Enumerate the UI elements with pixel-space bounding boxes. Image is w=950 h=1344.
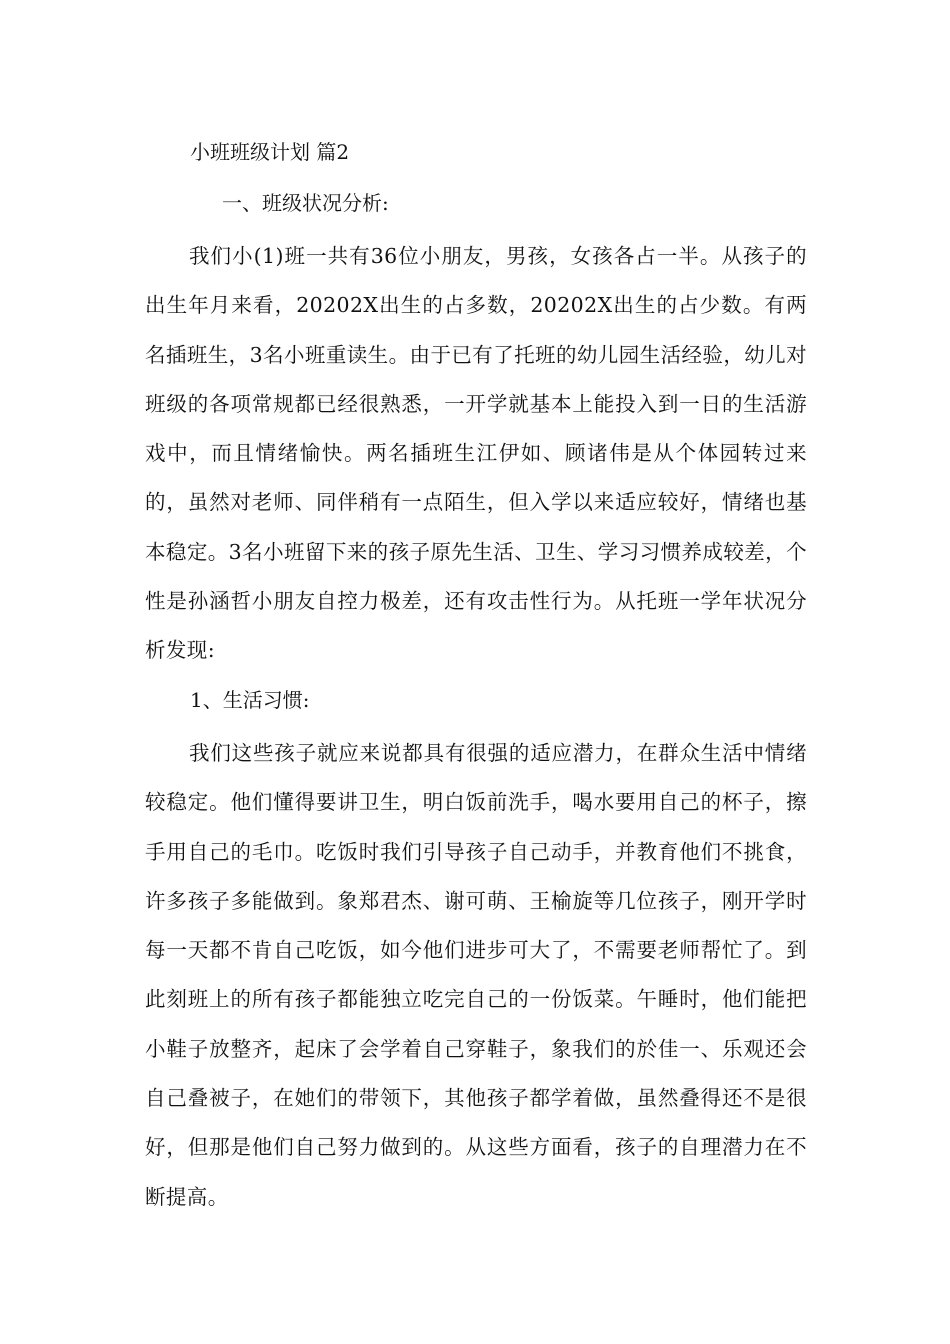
paragraph-living-habits: 我们这些孩子就应来说都具有很强的适应潜力，在群众生活中情绪较稳定。他们懂得要讲卫生，明白饭前洗手，喝水要用自己的杯子，擦手用自己的毛巾。吃饭时我们引导孩子自己动手，并教育他们不挑食，许多孩子多能做到。象郑君杰、谢可萌、王榆旋等几位孩子，刚开学时每一天都不肯自己吃饭，如今他们进步可大了，不需要老师帮忙了。到此刻班上的所有孩子都能独立吃完自己的一份饭菜。午睡时，他们能把小鞋子放整齐，起床了会学着自己穿鞋子，象我们的於佳一、乐观还会自己叠被子，在她们的带领下，其他孩子都学着做，虽然叠得还不是很好，但那是他们自己努力做到的。从这些方面看，孩子的自理潜力在不断提高。 xyxy=(145,741,807,1209)
paragraph-class-overview: 我们小(1)班一共有36位小朋友，男孩，女孩各占一半。从孩子的出生年月来看，20202X出生的占多数，20202X出生的占少数。有两名插班生，3名小班重读生。由于已有了托班的幼儿园生活经验，幼儿对班级的各项常规都已经很熟悉，一开学就基本上能投入到一日的生活游戏中，而且情绪愉快。两名插班生江伊如、顾诸伟是从个体园转过来的，虽然对老师、同伴稍有一点陌生，但入学以来适应较好，情绪也基本稳定。3名小班留下来的孩子原先生活、卫生、学习习惯养成较差，个性是孙涵哲小朋友自控力极差，还有攻击性行为。从托班一学年状况分析发现: xyxy=(145,244,807,663)
subheading-living-habits: 1、生活习惯: xyxy=(190,688,310,712)
section-heading-class-analysis: 一、班级状况分析: xyxy=(222,191,389,215)
document-title: 小班班级计划 篇2 xyxy=(190,140,350,164)
